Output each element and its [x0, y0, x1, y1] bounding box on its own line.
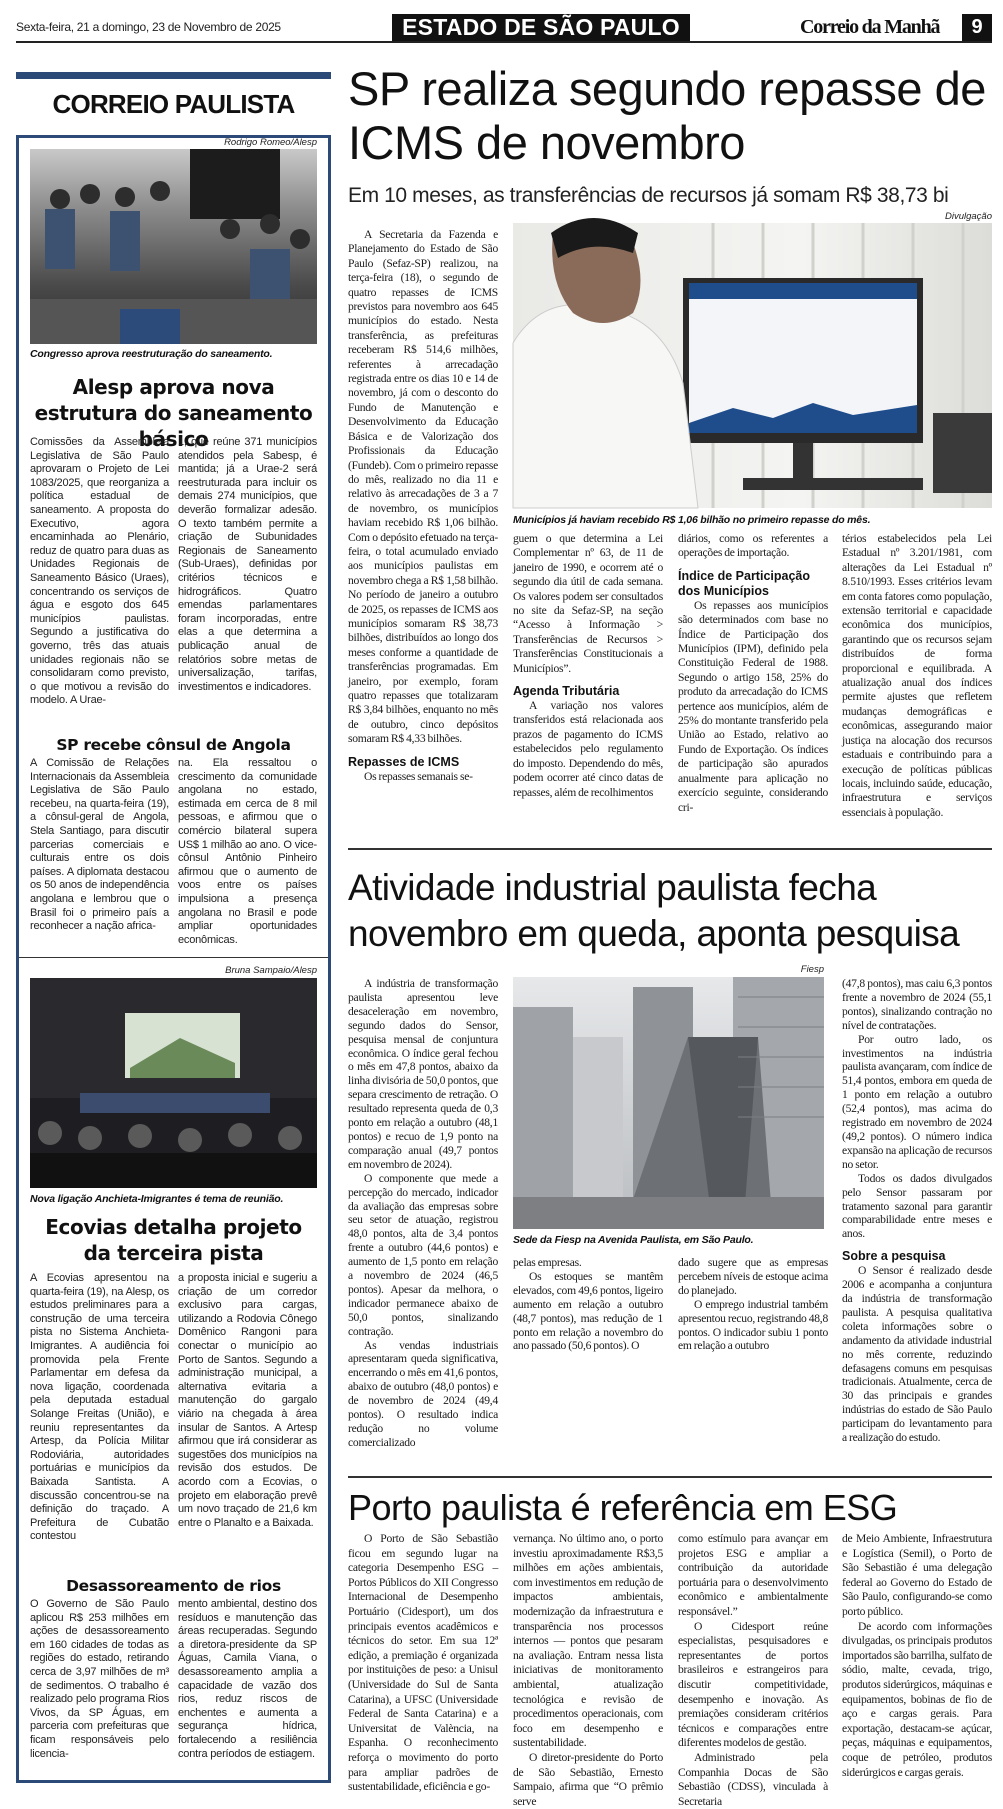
- paragraph-continued: como estímulo para avançar em projetos ESG e ampliar a contribuição da autoridade portuária para o desenvolvimento econômico e ambientalmente responsável.”: [678, 1532, 828, 1618]
- photo-caption: Congresso aprova reestruturação do saneamento.: [30, 348, 273, 360]
- paragraph-continued: (47,8 pontos), mas caiu 6,3 pontos frente a novembro de 2024 (55,1 pontos), sinalizando contração no nível de contratações.: [842, 977, 992, 1032]
- subheading: Índice de Participação dos Municípios: [678, 568, 810, 598]
- article-headline: SP realiza segundo repasse de ICMS de novembro: [348, 62, 986, 169]
- page-number: 9: [962, 14, 992, 41]
- article-column: [842, 1532, 992, 1780]
- paragraph: na. Ela ressaltou o crescimento da comunidade angolana no estado, estimada em cerca de 8 mil pessoas, e afirmou que o comércio bilateral supera US$ 1 milhão ao ano. O vice-cônsul Antônio Pinheiro afirmou que o aumento de voos entre os países impulsiona a presença angolana no Brasil e pode ampliar oportunidades econômicas.: [178, 757, 317, 946]
- paragraph-continued: diários, como os referentes a operações de importação.: [678, 532, 828, 560]
- photo-caption: Sede da Fiesp na Avenida Paulista, em São Paulo.: [513, 1234, 754, 1246]
- article-headline: Atividade industrial paulista fecha novembro em queda, aponta pesquisa: [348, 867, 960, 954]
- paragraph-continued: dado sugere que as empresas percebem níveis de estoque acima do planejado.: [678, 1256, 828, 1297]
- photo-illustration: [513, 977, 824, 1229]
- assembly-meeting-photo: [30, 149, 317, 344]
- paragraph: De acordo com informações divulgadas, os principais produtos importados são barrilha, sulfato de sódio, malte, cevada, trigo, produtos siderúrgicos, máquinas e equipamentos, bobinas de fio de aço e cargas gerais. Para exportação, destacam-se açúcar, peças, máquinas e equipamentos, coque de petróleo, produtos siderúrgicos e cargas gerais.: [842, 1619, 992, 1779]
- story-column: [30, 757, 169, 934]
- article-subtitle: Em 10 meses, as transferências de recursos já somam R$ 38,73 bi: [348, 184, 949, 207]
- paragraph-continued: guem o que determina a Lei Complementar nº 63, de 11 de janeiro de 1990, e ocorrem até o segundo dia útil de cada semana. Os valores podem ser consultados no site da Sefaz-SP, na seção “Acesso à Informação > Transferências de Recursos > Transferências Constitucionais a Municípios”.: [513, 532, 663, 675]
- subheading: Repasses de ICMS: [348, 754, 460, 769]
- auditorium-photo: [30, 978, 317, 1188]
- paragraph: A Ecovias apresentou na quarta-feira (19), na Alesp, os estudos preliminares para a construção de uma terceira pista no Sistema Anchieta-Imigrantes. A audiência foi promovida pela Frente Parlamentar em defesa da nova ligação, coordenada pela deputada estadual Solange Freitas (União), e reuniu representantes da Artesp, da Polícia Militar Rodoviária, autoridades portuárias e municípios da Baixada Santista. A discussão concentrou-se na definição do traçado. A Prefeitura de Cubatão contestou: [30, 1272, 169, 1543]
- divider: [19, 957, 328, 958]
- photo-credit: Bruna Sampaio/Alesp: [225, 965, 317, 976]
- story-headline: Alesp aprova nova estrutura do saneamento básico: [34, 375, 313, 451]
- article-column: [678, 532, 828, 815]
- paragraph: O Porto de São Sebastião ficou em segundo lugar na categoria Desempenho ESG – Portos Públicos do XII Congresso Internacional de Desempenho Portuário (Cidesport), um dos principais eventos acadêmicos e técnicos do setor. Em sua 12ª edição, a premiação é organizada por instituições de peso: a Unisul (Universidade do Sul de Santa Catarina), a UFSC (Universidade Federal de Santa Catarina) e a Universitat de València, na Espanha. O reconhecimento reforça o movimento do porto para ampliar padrões de sustentabilidade, eficiência e go-: [348, 1532, 498, 1794]
- story-column: [178, 436, 317, 694]
- photo-caption: Nova ligação Anchieta-Imigrantes é tema de reunião.: [30, 1193, 284, 1205]
- fiesp-building-photo: [513, 977, 824, 1229]
- photo-illustration: [30, 149, 317, 344]
- paragraph: 1, que reúne 371 municípios atendidos pela Sabesp, é mantida; já a Urae-2 será reestruturada para incluir os demais 274 municípios, que deverão formalizar adesão. O texto também permite a criação de Subunidades Regionais de Saneamento (Sub-Uraes), definidas por critérios técnicos e hidrográficos. Quatro emendas parlamentares foram incorporadas, entre elas a que determina a publicação anual de relatórios sobre metas de universalização, tarifas, investimentos e indicadores.: [178, 436, 317, 693]
- paragraph-continued: pelas empresas.: [513, 1256, 582, 1269]
- divider: [348, 1476, 992, 1478]
- story-column: [30, 1598, 169, 1761]
- story-column: [178, 1272, 317, 1530]
- article-column: [348, 977, 498, 1450]
- paragraph: a proposta inicial e sugeriu a criação de um corredor exclusivo para cargas, utilizando a Rodovia Cônego Domênico Rangoni para conectar o município ao Porto de Santos. Segundo a administração municipal, a alternativa evitaria a manutenção do gargalo viário na chegada à área insular de Santos. A Artesp afirmou que irá considerar as sugestões dos municípios na revisão dos estudos. De acordo com a Ecovias, o projeto em elaboração prevê um novo traçado de 21,6 km entre o Planalto e a Baixada.: [178, 1272, 317, 1529]
- story-column: [178, 1598, 317, 1761]
- paragraph: O componente que mede a percepção do mercado, indicador da avaliação das empresas sobre seu setor de atuação, registrou 48,0 pontos, alta de 3,4 pontos frente a outubro (44,6 pontos) e aumento de 1,5 ponto em relação a novembro de 2024 (46,5 pontos). Apesar da melhora, o indicador permanece abaixo de 50,0 pontos, sinalizando contração.: [348, 1171, 498, 1338]
- article-column: [842, 532, 992, 820]
- section-title: ESTADO DE SÃO PAULO: [392, 14, 690, 41]
- paragraph-continued: de Meio Ambiente, Infraestrutura e Logística (Semil), o Porto de São Sebastião é uma delegação federal ao Governo do Estado de São Paulo, configurando-se como porto público.: [842, 1532, 992, 1618]
- story-headline: SP recebe cônsul de Angola: [56, 736, 291, 754]
- paragraph: O diretor-presidente do Porto de São Sebastião, Ernesto Sampaio, afirma que “O prêmio serve: [513, 1750, 663, 1808]
- paragraph: Os repasses aos municípios são determinados com base no Índice de Participação dos Municípios (IPM), definido pela Constituição Federal de 1988. Segundo o artigo 158, 25% do produto da arrecadação do ICMS pertence aos municípios, além de 25% do montante transferido pela União ao Estado, relativo ao Fundo de Exportação. Os índices de participação são apurados anualmente para aplicação no exercício seguinte, considerando cri-: [678, 598, 828, 814]
- article-column: [842, 977, 992, 1445]
- story-headline: Ecovias detalha projeto da terceira pista: [45, 1215, 302, 1265]
- photo-credit: Divulgação: [945, 211, 992, 222]
- paragraph: Todos os dados divulgados pelo Sensor passaram por tratamento sazonal para garantir comparabilidade entre meses e anos.: [842, 1171, 992, 1241]
- story-column: [30, 1272, 169, 1544]
- paragraph-continued: térios estabelecidos pela Lei Estadual nº 3.201/1981, com alterações da Lei Estadual nº 8.510/1993. Esses critérios levam em conta fatores como população, extensão territorial e capacidade econômica dos municípios, garantindo que os recursos sejam distribuídos de forma proporcional e equilibrada. A atualização anual dos índices permite ajustes que refletem mudanças demográficas e econômicas, assegurando maior justiça na alocação dos recursos estaduais e contribuindo para a execução de políticas públicas locais, incluindo saúde, educação, infraestrutura e serviços essenciais à população.: [842, 532, 992, 819]
- paragraph: O Cidesport reúne especialistas, pesquisadores e representantes de portos brasileiros e estrangeiros para discutir competitividade, desempenho e inovação. As premiações consideram critérios técnicos e comparações entre diferentes modelos de gestão.: [678, 1619, 828, 1750]
- paragraph: Por outro lado, os investimentos na indústria paulista avançaram, com índice de 51,4 pontos, embora em queda de 1 ponto em relação a outubro (52,4 pontos), mas acima do registrado em novembro de 2024 (49,2 pontos). O número indica expansão na aplicação de recursos no setor.: [842, 1032, 992, 1171]
- story-headline: Desassoreamento de rios: [66, 1577, 281, 1595]
- paragraph: mento ambiental, destino dos resíduos e manutenção das áreas recuperadas. Segundo a diretora-presidente da SP Águas, Camila Viana, o desassoreamento amplia a capacidade de vazão dos rios, reduz riscos de enchentes e aumenta a segurança hídrica, fortalecendo a resiliência contra períodos de estiagem.: [178, 1598, 317, 1760]
- article-column: [348, 1532, 498, 1795]
- paragraph: A Secretaria da Fazenda e Planejamento do Estado de São Paulo (Sefaz-SP) realizou, na terça-feira (18), o segundo de quatro repasses de ICMS previstos para novembro aos 645 municípios do estado. Nesta transferência, as prefeituras receberam R$ 514,6 milhões, referentes à arrecadação registrada entre os dias 10 e 14 de novembro, já com o desconto do Fundo de Manutenção e Desenvolvimento da Educação Básica e de Valorização dos Profissionais da Educação (Fundeb). Com o primeiro repasse do mês, realizado no dia 11 e relativo às arrecadações de 3 a 7 de novembro, os municípios haviam recebido R$ 1,06 bilhão. Com o depósito efetuado na terça-feira, o total acumulado enviado aos municípios paulistas em novembro chega a R$ 1,58 bilhão. No período de janeiro a outubro de 2025, os repasses de ICMS aos municípios somaram R$ 38,73 bilhões, distribuídos ao longo dos meses conforme a quantidade de transferências programadas. Em janeiro, por exemplo, foram quatro repasses que totalizaram R$ 3,84 bilhões, enquanto no mês de outubro, cinco depósitos somaram R$ 4,33 bilhões.: [348, 228, 498, 746]
- sidebar-accent-bar: [16, 72, 331, 79]
- computer-screen-photo: [513, 223, 992, 508]
- paragraph: O Sensor é realizado desde 2006 e acompanha a conjuntura da indústria de transformação paulista. A pesquisa qualitativa coleta informações sobre o andamento da atividade industrial no mês corrente, reduzindo defasagens comuns em pesquisas tradicionais. Atualmente, cerca de 30 das principais e grandes indústrias do estado de São Paulo participam do levantamento para a realização do estudo.: [842, 1264, 992, 1445]
- photo-credit: Fiesp: [800, 964, 824, 975]
- divider: [348, 848, 992, 850]
- header-divider: [16, 41, 992, 43]
- sidebar-title: CORREIO PAULISTA: [52, 89, 295, 119]
- photo-illustration: [30, 978, 317, 1188]
- paragraph: Administrado pela Companhia Docas de São Sebastião (CDSS), vinculada à Secretaria: [678, 1750, 828, 1808]
- photo-credit: Rodrigo Romeo/Alesp: [224, 137, 317, 148]
- paragraph: Comissões da Assembleia Legislativa de São Paulo aprovaram o Projeto de Lei 1083/2025, que reorganiza a política estadual de saneamento. A proposta do Executivo, agora encaminhada ao Plenário, reduz de quatro para duas as Unidades Regionais de Saneamento Básico (Uraes), concentrando os serviços de água e esgoto dos 645 municípios paulistas. Segundo a justificativa do governo, três das atuais unidades regionais não se consolidaram como previsto, o que motivou a revisão do modelo. A Urae-: [30, 436, 169, 707]
- article-column: [678, 1256, 828, 1353]
- newspaper-name: Correio da Manhã: [800, 16, 940, 38]
- subheading: Agenda Tributária: [513, 684, 620, 699]
- paragraph: Os repasses semanais se-: [364, 769, 473, 783]
- story-column: [178, 757, 317, 947]
- photo-caption: Municípios já haviam recebido R$ 1,06 bilhão no primeiro repasse do mês.: [513, 514, 871, 526]
- article-column: [513, 1532, 663, 1809]
- article-column: [513, 1256, 663, 1353]
- article-column: [348, 228, 498, 784]
- paragraph: A variação nos valores transferidos está relacionada aos prazos de pagamento do ICMS estabelecidos pelo regulamento do imposto. Dependendo do mês, podem ocorrer até cinco datas de repasses, além de recolhimentos: [513, 699, 663, 799]
- subheading: Sobre a pesquisa: [842, 1249, 946, 1264]
- photo-illustration: [513, 223, 992, 508]
- paragraph: O emprego industrial também apresentou recuo, registrando 48,8 pontos. O indicador subiu 1 ponto em relação a outubro: [678, 1297, 829, 1353]
- paragraph: Os estoques se mantêm elevados, com 49,6 pontos, ligeiro aumento em relação a outubro (48,7 pontos), mas redução de 1 ponto em relação a novembro do ano passado (50,6 pontos). O: [513, 1269, 663, 1353]
- paragraph-continued: vernança. No último ano, o porto investiu aproximadamente R$3,5 milhões em ações ambientais, com investimentos em redução de impactos ambientais, modernização da infraestrutura e transparência nos processos internos — pontos que pesaram na avaliação. Entram nessa lista iniciativas de monitoramento ambiental, atualização tecnológica e revisão de procedimentos operacionais, com foco em desempenho e sustentabilidade.: [513, 1532, 663, 1750]
- edition-date: Sexta-feira, 21 a domingo, 23 de Novembro de 2025: [16, 20, 281, 34]
- story-column: [30, 436, 169, 708]
- paragraph: O Governo de São Paulo aplicou R$ 253 milhões em ações de desassoreamento em 160 cidades de todas as regiões do estado, retirando cerca de 3,97 milhões de m³ de sedimentos. O trabalho é realizado pelo programa Rios Vivos, da SP Águas, em parceria com prefeituras que ficam responsáveis pelo licencia-: [30, 1598, 169, 1760]
- article-column: [513, 532, 663, 800]
- article-column: [678, 1532, 828, 1809]
- paragraph: As vendas industriais apresentaram queda significativa, encerrando o mês em 41,6 pontos, abaixo de outubro (48,0 pontos) e de novembro de 2024 (49,4 pontos). O resultado indica redução no volume comercializado: [348, 1338, 498, 1449]
- article-headline: Porto paulista é referência em ESG: [348, 1487, 898, 1528]
- paragraph: A Comissão de Relações Internacionais da Assembleia Legislativa de São Paulo recebeu, na quarta-feira (19), a cônsul-geral de Angola, Stela Santiago, para discutir parcerias comerciais e culturais entre os dois países. A diplomata destacou os 50 anos de independência angolana e lembrou que o Brasil foi o primeiro país a reconhecer a nação africa-: [30, 757, 169, 933]
- paragraph: A indústria de transformação paulista apresentou leve desaceleração em novembro, segundo dados do Sensor, pesquisa mensal de conjuntura econômica. O índice geral fechou o mês em 47,8 pontos, abaixo da linha divisória de 50,0 pontos, que separa crescimento de retração. O resultado representa queda de 0,3 ponto em relação a outubro (48,1 pontos) e recuo de 1,9 ponto na comparação anual (49,7 pontos em novembro de 2024).: [348, 977, 498, 1171]
